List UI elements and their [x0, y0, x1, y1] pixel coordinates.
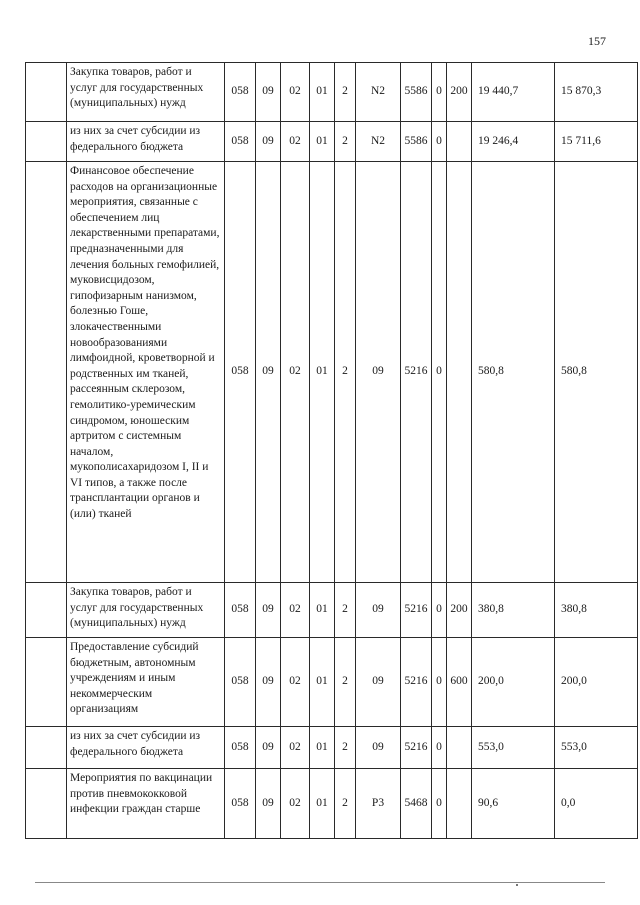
extra-code: 0: [432, 638, 447, 727]
subprogram-code: 2: [335, 162, 356, 583]
amount-year-2: 0,0: [555, 769, 638, 839]
budget-table: [25, 62, 638, 839]
amount-year-2: 553,0: [555, 727, 638, 769]
ministry-code: 058: [225, 638, 256, 727]
subprogram-code: 2: [335, 583, 356, 638]
subsection-code: 02: [281, 769, 310, 839]
project-code: N2: [356, 122, 401, 162]
section-code: 09: [256, 583, 281, 638]
extra-code: 0: [432, 122, 447, 162]
amount-year-2: 580,8: [555, 162, 638, 583]
project-code: P3: [356, 769, 401, 839]
subsection-code: 02: [281, 63, 310, 122]
program-code: 01: [310, 122, 335, 162]
subprogram-code: 2: [335, 769, 356, 839]
amount-year-1: 200,0: [472, 638, 555, 727]
amount-year-1: 19 440,7: [472, 63, 555, 122]
amount-year-1: 19 246,4: [472, 122, 555, 162]
expense-name: из них за счет субсидии из федерального бюджета: [67, 122, 225, 162]
bottom-rule: [35, 882, 605, 883]
ministry-code: 058: [225, 63, 256, 122]
amount-year-1: 553,0: [472, 727, 555, 769]
direction-code: 5216: [401, 727, 432, 769]
amount-year-2: 380,8: [555, 583, 638, 638]
subprogram-code: 2: [335, 122, 356, 162]
expense-type-code: [447, 162, 472, 583]
amount-year-1: 380,8: [472, 583, 555, 638]
extra-code: 0: [432, 583, 447, 638]
ministry-code: 058: [225, 122, 256, 162]
subprogram-code: 2: [335, 727, 356, 769]
subprogram-code: 2: [335, 63, 356, 122]
row-number-cell: [26, 769, 67, 839]
direction-code: 5216: [401, 162, 432, 583]
subsection-code: 02: [281, 583, 310, 638]
expense-name: Финансовое обеспечение расходов на организационные мероприятия, связанные с обеспечением лиц лекарственными препаратами, предназначенными для лечения больных гемофилией, муковисцидозом, гипофизарным нанизмом, болезнью Гоше, злокачественными новообразованиями лимфоидной, кроветворной и родственных им тканей, рассеянным склерозом, гемолитико-уремическим синдромом, юношеским артритом с системным началом, мукополисахаридозом I, II и VI типов, а также после трансплантации органов и (или) тканей: [67, 162, 225, 583]
amount-year-2: 15 870,3: [555, 63, 638, 122]
extra-code: 0: [432, 63, 447, 122]
table-row: [26, 583, 638, 638]
row-number-cell: [26, 122, 67, 162]
extra-code: 0: [432, 162, 447, 583]
program-code: 01: [310, 63, 335, 122]
subprogram-code: 2: [335, 638, 356, 727]
subsection-code: 02: [281, 162, 310, 583]
direction-code: 5468: [401, 769, 432, 839]
expense-name: Закупка товаров, работ и услуг для государственных (муниципальных) нужд: [67, 583, 225, 638]
project-code: 09: [356, 638, 401, 727]
expense-type-code: 200: [447, 63, 472, 122]
ministry-code: 058: [225, 162, 256, 583]
project-code: 09: [356, 727, 401, 769]
expense-name: Предоставление субсидий бюджетным, автономным учреждениям и иным некоммерческим организациям: [67, 638, 225, 727]
project-code: N2: [356, 63, 401, 122]
section-code: 09: [256, 63, 281, 122]
direction-code: 5216: [401, 583, 432, 638]
ministry-code: 058: [225, 769, 256, 839]
table-row: [26, 727, 638, 769]
section-code: 09: [256, 162, 281, 583]
amount-year-1: 580,8: [472, 162, 555, 583]
amount-year-1: 90,6: [472, 769, 555, 839]
scan-speck: [516, 884, 518, 886]
section-code: 09: [256, 122, 281, 162]
extra-code: 0: [432, 769, 447, 839]
table-row: [26, 638, 638, 727]
expense-name: Мероприятия по вакцинации против пневмококковой инфекции граждан старше: [67, 769, 225, 839]
subsection-code: 02: [281, 122, 310, 162]
row-number-cell: [26, 727, 67, 769]
table-row: [26, 162, 638, 583]
expense-type-code: 200: [447, 583, 472, 638]
project-code: 09: [356, 583, 401, 638]
program-code: 01: [310, 769, 335, 839]
ministry-code: 058: [225, 583, 256, 638]
section-code: 09: [256, 727, 281, 769]
expense-type-code: 600: [447, 638, 472, 727]
direction-code: 5216: [401, 638, 432, 727]
expense-type-code: [447, 769, 472, 839]
table-row: [26, 769, 638, 839]
page-number: 157: [588, 34, 606, 48]
direction-code: 5586: [401, 63, 432, 122]
program-code: 01: [310, 638, 335, 727]
subsection-code: 02: [281, 638, 310, 727]
program-code: 01: [310, 727, 335, 769]
expense-name: из них за счет субсидии из федерального бюджета: [67, 727, 225, 769]
program-code: 01: [310, 583, 335, 638]
ministry-code: 058: [225, 727, 256, 769]
row-number-cell: [26, 638, 67, 727]
expense-type-code: [447, 727, 472, 769]
table-row: [26, 63, 638, 122]
section-code: 09: [256, 638, 281, 727]
expense-type-code: [447, 122, 472, 162]
project-code: 09: [356, 162, 401, 583]
table-row: [26, 122, 638, 162]
amount-year-2: 15 711,6: [555, 122, 638, 162]
program-code: 01: [310, 162, 335, 583]
section-code: 09: [256, 769, 281, 839]
direction-code: 5586: [401, 122, 432, 162]
amount-year-2: 200,0: [555, 638, 638, 727]
expense-name: Закупка товаров, работ и услуг для государственных (муниципальных) нужд: [67, 63, 225, 122]
row-number-cell: [26, 583, 67, 638]
extra-code: 0: [432, 727, 447, 769]
row-number-cell: [26, 63, 67, 122]
row-number-cell: [26, 162, 67, 583]
subsection-code: 02: [281, 727, 310, 769]
